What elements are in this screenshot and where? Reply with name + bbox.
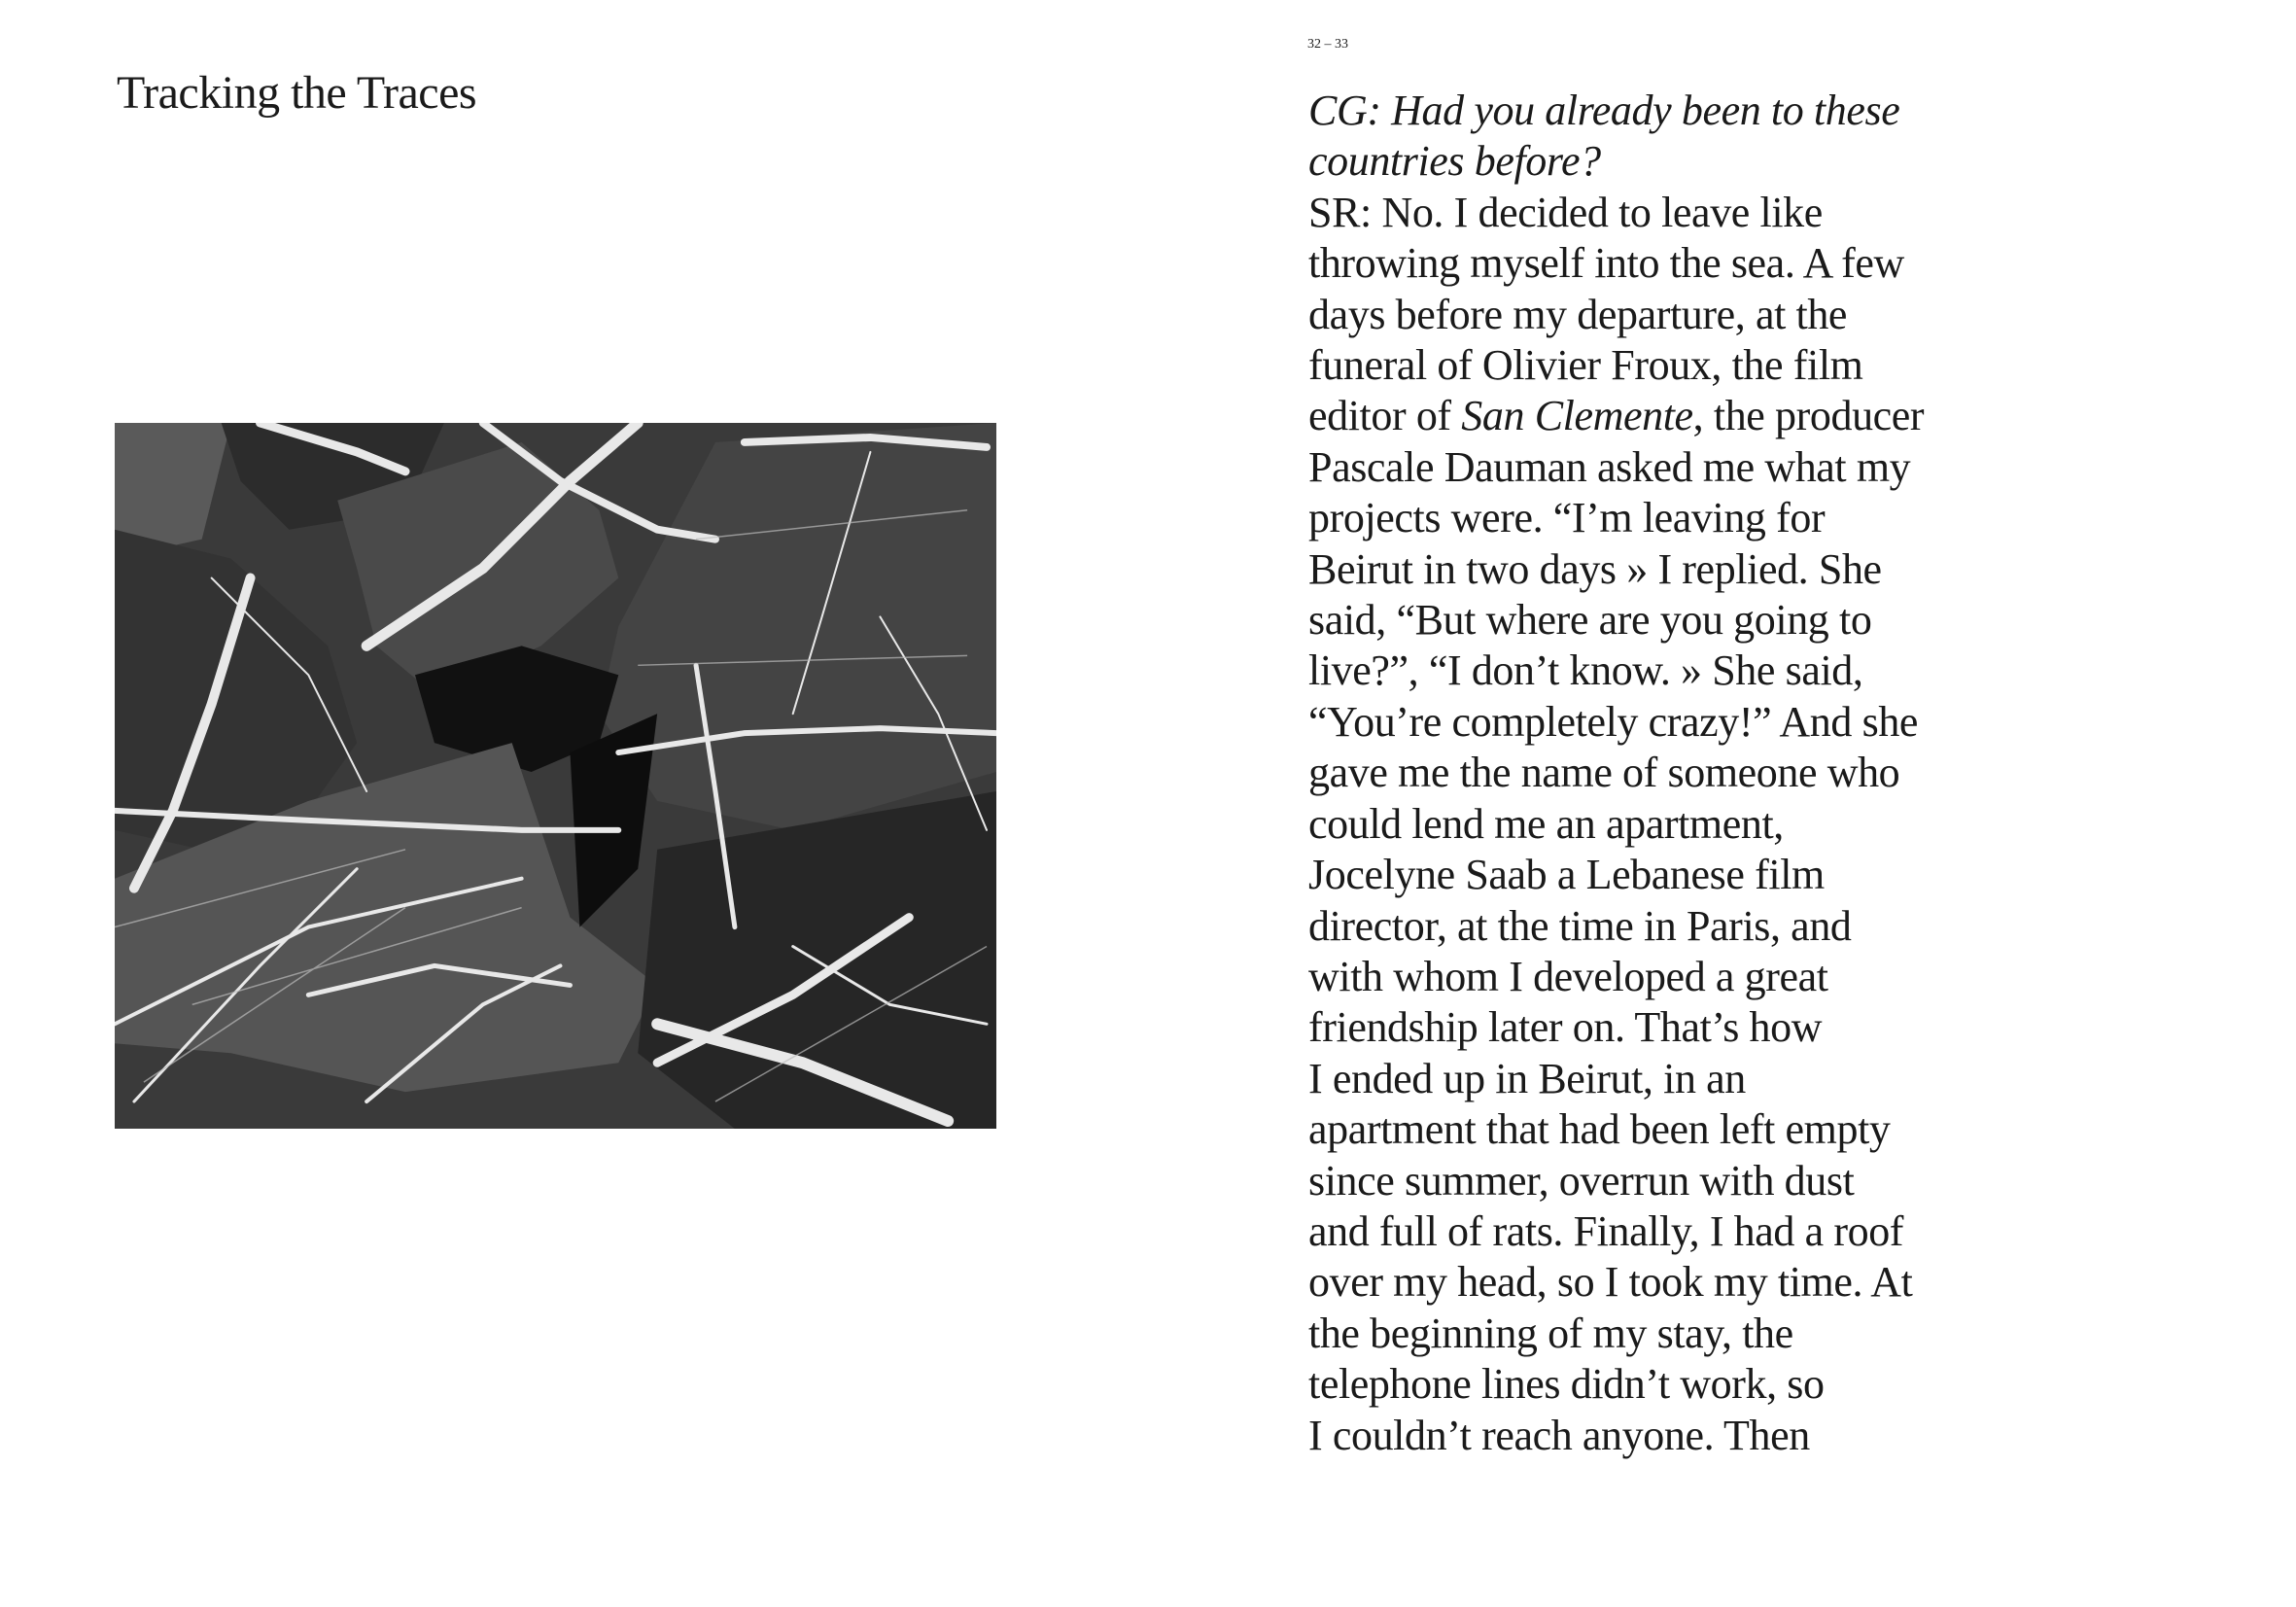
answer-line: I couldn’t reach anyone. Then (1308, 1411, 1810, 1459)
answer-line: SR: No. I decided to leave like (1308, 188, 1823, 236)
answer-line: could lend me an apartment, (1308, 799, 1784, 848)
answer-line: director, at the time in Paris, and (1308, 901, 1852, 950)
answer-line (1308, 391, 1924, 441)
answer-line: over my head, so I took my time. At (1308, 1258, 1913, 1307)
answer-line: said, “But where are you going to (1308, 596, 1872, 645)
answer-line: days before my departure, at the (1308, 290, 1848, 338)
rock-photograph (115, 423, 996, 1129)
answer-line: I ended up in Beirut, in an (1308, 1054, 1746, 1102)
question-line: CG: Had you already been to these (1308, 87, 1900, 134)
answer-line: “You’re completely crazy!” And she (1308, 697, 1919, 746)
answer-line: Jocelyne Saab a Lebanese film (1308, 851, 1825, 899)
answer-line: apartment that had been left empty (1308, 1105, 1891, 1154)
answer-line: Pascale Dauman asked me what my (1308, 442, 1911, 491)
interview-text (1308, 86, 1924, 1461)
rock-veins-image (115, 423, 996, 1129)
answer-line: live?”, “I don’t know. » She said, (1308, 646, 1863, 695)
answer-text-fragment: , the producer (1692, 392, 1925, 440)
answer-line: friendship later on. That’s how (1308, 1003, 1823, 1052)
running-title: Tracking the Traces (117, 67, 477, 119)
film-title: San Clemente (1461, 392, 1693, 440)
page-numbers: 32 – 33 (1307, 37, 1348, 52)
answer-line: the beginning of my stay, the (1308, 1309, 1793, 1357)
question-line: countries before? (1308, 137, 1601, 186)
answer-line: telephone lines didn’t work, so (1308, 1360, 1825, 1409)
answer-paragraph (1308, 188, 1924, 1461)
answer-line: throwing myself into the sea. A few (1308, 239, 1904, 288)
answer-line: with whom I developed a great (1308, 952, 1828, 1000)
answer-line: and full of rats. Finally, I had a roof (1308, 1206, 1904, 1255)
answer-line: since summer, overrun with dust (1308, 1156, 1855, 1205)
answer-line: Beirut in two days » I replied. She (1308, 544, 1882, 593)
answer-line: gave me the name of someone who (1308, 749, 1900, 797)
answer-text-fragment: editor of (1308, 392, 1462, 440)
answer-line: funeral of Olivier Froux, the film (1308, 341, 1863, 390)
answer-line: projects were. “I’m leaving for (1308, 494, 1826, 542)
